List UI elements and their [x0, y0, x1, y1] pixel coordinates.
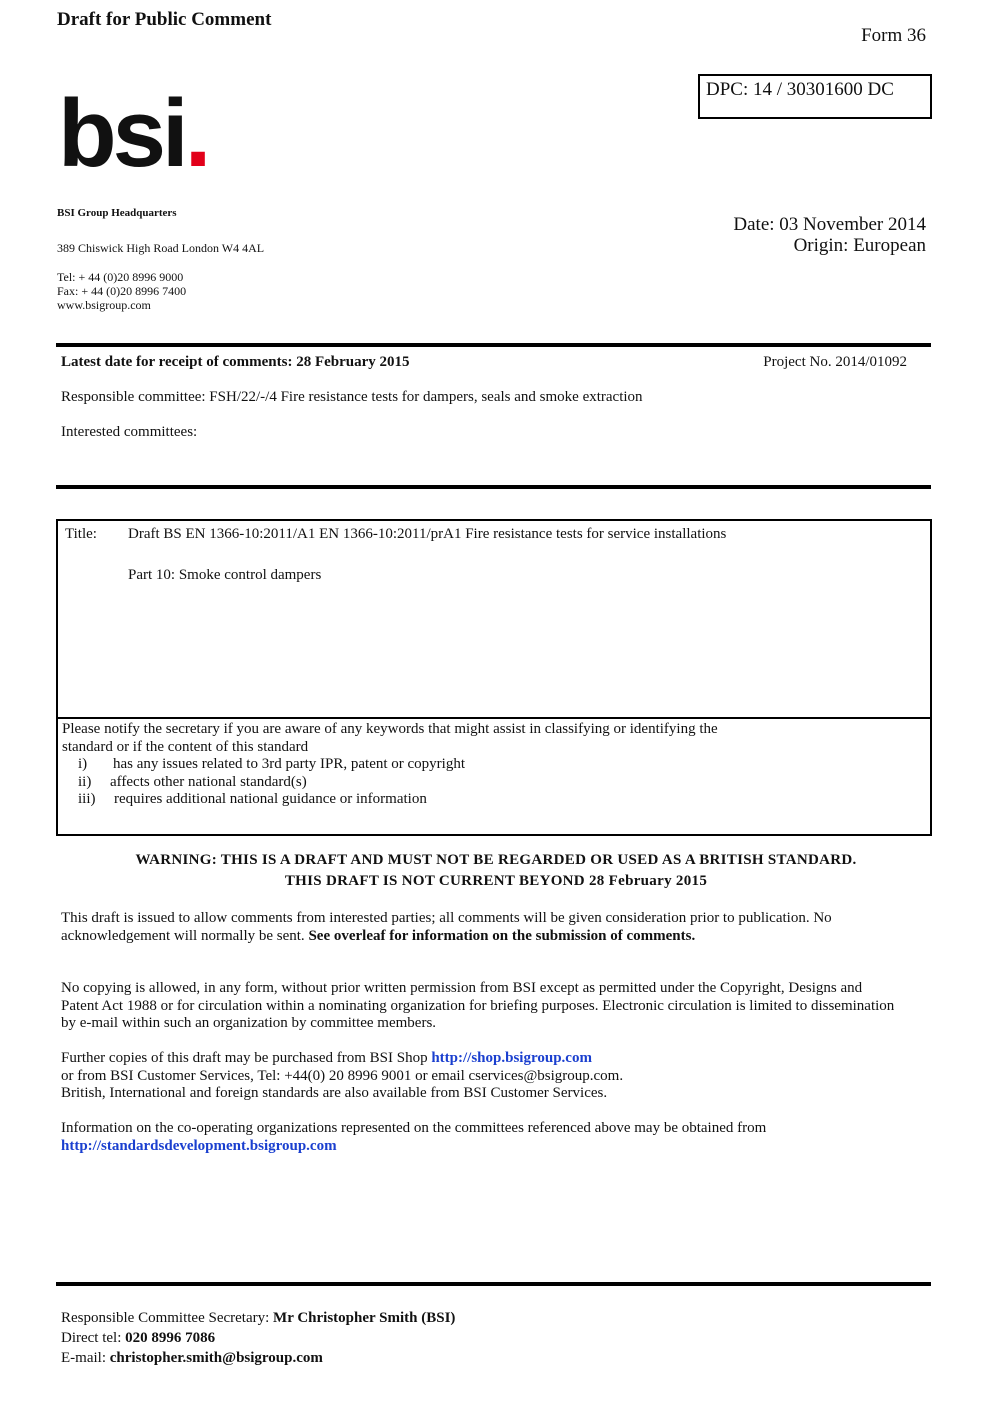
hq-web: www.bsigroup.com	[57, 298, 151, 312]
paragraph-draft-issued	[61, 910, 891, 945]
notify-box	[56, 717, 932, 836]
top-rule	[56, 343, 931, 347]
notify-item-num: iii)	[78, 791, 96, 807]
bsi-logo	[58, 80, 208, 187]
warning-line-2: THIS DRAFT IS NOT CURRENT BEYOND 28 February 2015	[284, 873, 708, 889]
hq-name: BSI Group Headquarters	[57, 207, 177, 219]
further-copies-text: Further copies of this draft may be purchased from BSI Shop	[61, 1050, 428, 1066]
hq-tel: Tel: + 44 (0)20 8996 9000	[57, 270, 184, 284]
title-box	[56, 519, 932, 719]
warning-line-1: WARNING: THIS IS A DRAFT AND MUST NOT BE REGARDED OR USED AS A BRITISH STANDARD.	[135, 852, 857, 868]
further-copies-line-1	[61, 1050, 592, 1067]
notify-item-num: i)	[78, 756, 88, 772]
email-value[interactable]: christopher.smith@bsigroup.com	[109, 1350, 323, 1366]
title-line-2: Part 10: Smoke control dampers	[128, 567, 322, 583]
hq-fax: Fax: + 44 (0)20 8996 7400	[57, 284, 187, 298]
interested-committees: Interested committees:	[61, 424, 198, 440]
date: Date: 03 November 2014	[733, 214, 926, 235]
middle-rule	[56, 485, 931, 489]
notify-item-text: has any issues related to 3rd party IPR, patent or copyright	[113, 756, 466, 772]
information-line: Information on the co-operating organizations represented on the committees referenced above may be obtained from	[61, 1120, 767, 1136]
paragraph-draft-issued-text: This draft is issued to allow comments from interested parties; all comments will be given consideration prior to publication. No acknowledgement will normally be sent.	[61, 910, 832, 944]
paragraph-copying: No copying is allowed, in any form, without prior written permission from BSI except as permitted under the Copyright, Designs and Patent Act 1988 or for circulation within a nominating organization for briefing purposes. Electronic circulation is limited to dissemination by e-mail within such an organization by committee members.	[61, 980, 895, 1031]
email-line	[61, 1350, 323, 1367]
dpc-box	[698, 74, 932, 119]
direct-tel-label: Direct tel:	[61, 1330, 122, 1346]
origin: Origin: European	[793, 235, 926, 256]
title-line-1: Draft BS EN 1366-10:2011/A1 EN 1366-10:2011/prA1 Fire resistance tests for service installations	[128, 526, 727, 542]
notify-intro-line-1: Please notify the secretary if you are aware of any keywords that might assist in classifying or identifying the	[62, 721, 718, 737]
bottom-rule	[56, 1282, 931, 1286]
form-label: Form 36	[861, 25, 926, 46]
shop-link[interactable]: http://shop.bsigroup.com	[431, 1050, 592, 1066]
direct-tel-value: 020 8996 7086	[125, 1330, 216, 1346]
secretary-label: Responsible Committee Secretary:	[61, 1310, 270, 1326]
standards-development-link[interactable]: http://standardsdevelopment.bsigroup.com	[61, 1138, 337, 1154]
draft-label: Draft for Public Comment	[57, 9, 272, 30]
further-copies-line-3: British, International and foreign standards are also available from BSI Customer Services.	[61, 1085, 608, 1101]
latest-date: Latest date for receipt of comments: 28 February 2015	[61, 354, 410, 370]
notify-item-num: ii)	[78, 774, 92, 790]
paragraph-draft-issued-bold: See overleaf for information on the submission of comments.	[308, 927, 696, 944]
secretary-name: Mr Christopher Smith (BSI)	[273, 1310, 456, 1326]
email-label: E-mail:	[61, 1350, 106, 1366]
secretary-line	[61, 1310, 455, 1327]
responsible-committee: Responsible committee: FSH/22/-/4 Fire resistance tests for dampers, seals and smoke extraction	[61, 389, 643, 405]
further-copies-line-2: or from BSI Customer Services, Tel: +44(0) 20 8996 9001 or email cservices@bsigroup.com.	[61, 1068, 624, 1084]
notify-item-text: affects other national standard(s)	[110, 774, 307, 790]
bsi-logo-dot: .	[184, 80, 208, 187]
hq-address: 389 Chiswick High Road London W4 4AL	[57, 241, 265, 255]
project-number: Project No. 2014/01092	[763, 354, 907, 370]
direct-tel-line	[61, 1330, 215, 1347]
bsi-logo-text: bsi	[58, 80, 185, 187]
dpc-reference: DPC: 14 / 30301600 DC	[706, 79, 894, 100]
notify-item-text: requires additional national guidance or information	[114, 791, 427, 807]
title-label: Title:	[65, 526, 97, 542]
notify-intro-line-2: standard or if the content of this standard	[62, 739, 309, 755]
